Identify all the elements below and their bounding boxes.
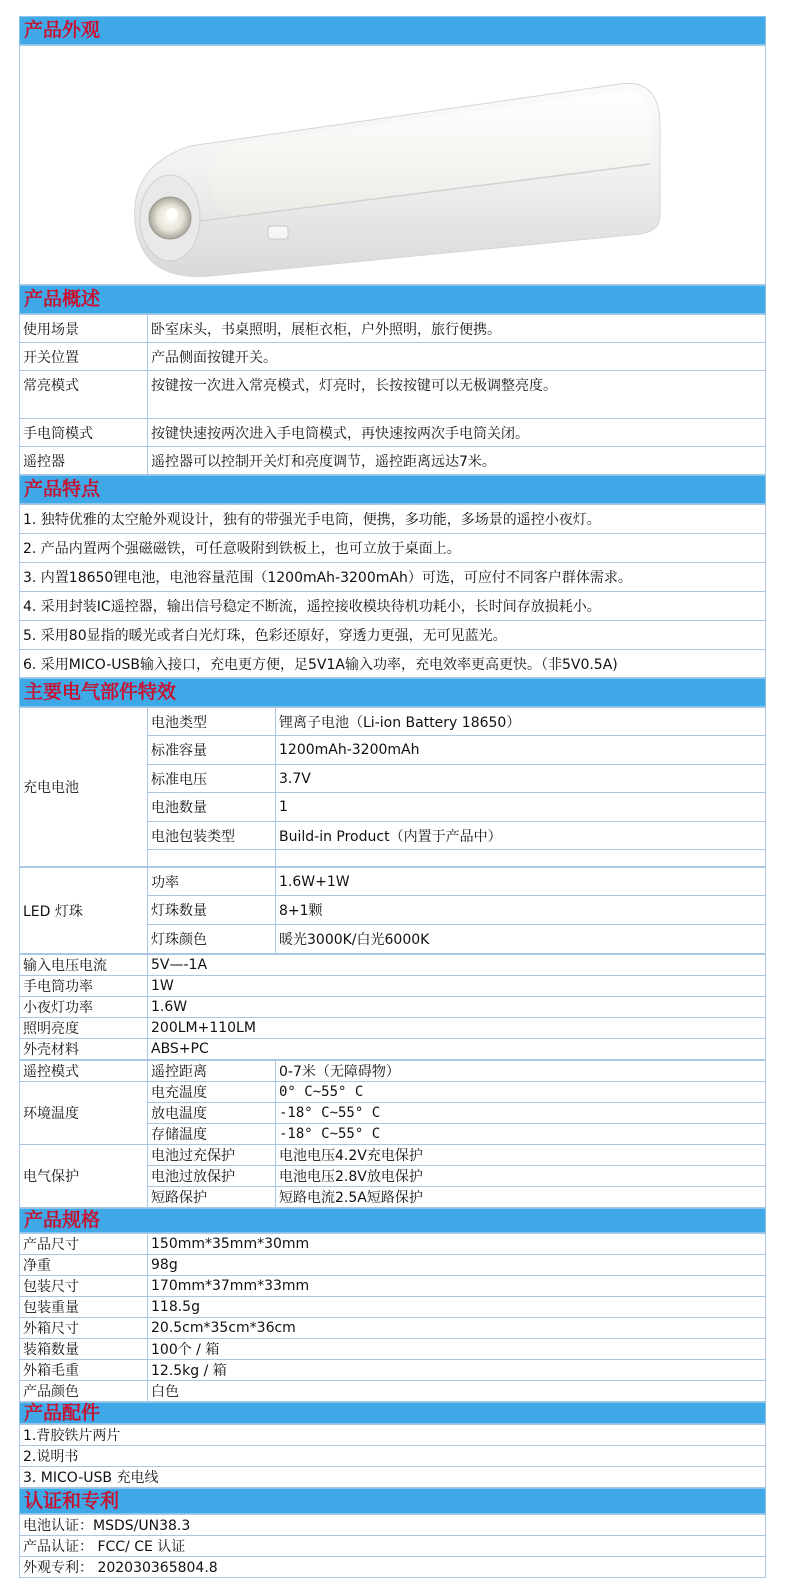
spec-key: 标准电压 <box>148 765 276 793</box>
protect-label: 电气保护 <box>20 1145 148 1208</box>
table-row <box>20 343 766 371</box>
spec-key: 装箱数量 <box>20 1339 148 1360</box>
feature-item: 3. 内置18650锂电池，电池容量范围（1200mAh-3200mAh）可选，可应付不同客户群体需求。 <box>20 563 766 592</box>
table-row <box>20 1425 766 1446</box>
overview-value: 按键按一次进入常亮模式，灯亮时，长按按键可以无极调整亮度。 <box>148 371 766 419</box>
temp-label: 环境温度 <box>20 1082 148 1145</box>
certification-table <box>19 1514 766 1578</box>
spec-value: Build-in Product（内置于产品中） <box>276 822 766 850</box>
spec-key: 遥控距离 <box>148 1061 276 1082</box>
spec-value: 1.6W <box>148 997 766 1018</box>
table-row <box>20 534 766 563</box>
spec-key: 短路保护 <box>148 1187 276 1208</box>
led-label: LED 灯珠 <box>20 868 148 954</box>
spec-key: 产品尺寸 <box>20 1234 148 1255</box>
spec-key: 手电筒功率 <box>20 976 148 997</box>
table-row <box>20 650 766 678</box>
accessory-item: 1.背胶铁片两片 <box>20 1425 766 1446</box>
spec-key: 净重 <box>20 1255 148 1276</box>
table-row <box>20 419 766 447</box>
spec-value: 电池电压4.2V充电保护 <box>276 1145 766 1166</box>
table-row <box>20 1018 766 1039</box>
table-row <box>20 447 766 475</box>
spec-key: 产品颜色 <box>20 1381 148 1402</box>
spacer-cell <box>276 850 766 867</box>
feature-item: 4. 采用封装IC遥控器，输出信号稳定不断流，遥控接收模块待机功耗小，长时间存放损耗小。 <box>20 592 766 621</box>
table-row <box>20 505 766 534</box>
features-table <box>19 504 766 678</box>
spec-key: 灯珠数量 <box>148 896 276 925</box>
spec-key: 灯珠颜色 <box>148 925 276 954</box>
section-overview-title: 产品概述 <box>19 285 766 314</box>
table-row <box>20 1234 766 1255</box>
section-specs-title: 产品规格 <box>19 1208 766 1233</box>
section-features-title: 产品特点 <box>19 475 766 504</box>
table-row <box>20 1318 766 1339</box>
battery-label: 充电电池 <box>20 708 148 867</box>
cert-item: 外观专利： 202030365804.8 <box>20 1557 766 1578</box>
accessory-item: 3. MICO-USB 充电线 <box>20 1467 766 1488</box>
table-row <box>20 1297 766 1318</box>
electrical-detail-table <box>19 1060 766 1208</box>
spec-value: 短路电流2.5A短路保护 <box>276 1187 766 1208</box>
spec-key: 电池类型 <box>148 708 276 736</box>
spec-value: 5V—-1A <box>148 955 766 976</box>
spec-value: 12.5kg / 箱 <box>148 1360 766 1381</box>
spec-key: 输入电压电流 <box>20 955 148 976</box>
table-row <box>20 1339 766 1360</box>
accessories-table <box>19 1424 766 1488</box>
overview-table <box>19 314 766 475</box>
spec-value: 1W <box>148 976 766 997</box>
table-row <box>20 1381 766 1402</box>
overview-key: 常亮模式 <box>20 371 148 419</box>
electrical-simple-table <box>19 954 766 1060</box>
spec-value: 白色 <box>148 1381 766 1402</box>
spec-key: 标准容量 <box>148 736 276 765</box>
overview-value: 按键快速按两次进入手电筒模式，再快速按两次手电筒关闭。 <box>148 419 766 447</box>
spec-key: 外箱毛重 <box>20 1360 148 1381</box>
table-row <box>20 1360 766 1381</box>
overview-key: 手电筒模式 <box>20 419 148 447</box>
spec-value: 0° C~55° C <box>276 1082 766 1103</box>
section-accessories-title: 产品配件 <box>19 1402 766 1424</box>
table-row <box>20 955 766 976</box>
spec-value: 1200mAh-3200mAh <box>276 736 766 765</box>
spec-value: 200LM+110LM <box>148 1018 766 1039</box>
spec-key: 电池包装类型 <box>148 822 276 850</box>
section-appearance-title: 产品外观 <box>19 16 766 45</box>
table-row <box>20 621 766 650</box>
spec-value: 98g <box>148 1255 766 1276</box>
spec-value: 100个 / 箱 <box>148 1339 766 1360</box>
spec-key: 电充温度 <box>148 1082 276 1103</box>
overview-value: 卧室床头，书桌照明，展柜衣柜，户外照明，旅行便携。 <box>148 315 766 343</box>
table-row <box>20 315 766 343</box>
overview-value: 产品侧面按键开关。 <box>148 343 766 371</box>
spec-key: 电池过放保护 <box>148 1166 276 1187</box>
spec-key: 放电温度 <box>148 1103 276 1124</box>
overview-key: 开关位置 <box>20 343 148 371</box>
feature-item: 5. 采用80显指的暖光或者白光灯珠，色彩还原好，穿透力更强，无可见蓝光。 <box>20 621 766 650</box>
cert-item: 产品认证： FCC/ CE 认证 <box>20 1536 766 1557</box>
spec-key: 功率 <box>148 868 276 896</box>
spec-value: -18° C~55° C <box>276 1124 766 1145</box>
spec-value: 20.5cm*35cm*36cm <box>148 1318 766 1339</box>
table-row <box>20 371 766 419</box>
spec-value: 118.5g <box>148 1297 766 1318</box>
product-image <box>19 45 766 285</box>
spec-value: 锂离子电池（Li-ion Battery 18650） <box>276 708 766 736</box>
battery-table <box>19 707 766 867</box>
table-row <box>20 1039 766 1060</box>
table-row <box>20 1536 766 1557</box>
spec-value: 电池电压2.8V放电保护 <box>276 1166 766 1187</box>
table-row <box>20 592 766 621</box>
spec-key: 小夜灯功率 <box>20 997 148 1018</box>
section-certification-title: 认证和专利 <box>19 1488 766 1514</box>
spec-value: 暖光3000K/白光6000K <box>276 925 766 954</box>
spec-value: 1.6W+1W <box>276 868 766 896</box>
feature-item: 6. 采用MICO-USB输入接口，充电更方便，足5V1A输入功率，充电效率更高更快。（非5V0.5A) <box>20 650 766 678</box>
specs-table <box>19 1233 766 1402</box>
table-row <box>20 1276 766 1297</box>
spec-key: 存储温度 <box>148 1124 276 1145</box>
overview-key: 使用场景 <box>20 315 148 343</box>
table-row <box>20 563 766 592</box>
table-row <box>20 997 766 1018</box>
table-row <box>20 1255 766 1276</box>
remote-label: 遥控模式 <box>20 1061 148 1082</box>
spec-key: 照明亮度 <box>20 1018 148 1039</box>
spec-value: 3.7V <box>276 765 766 793</box>
spec-key: 外壳材料 <box>20 1039 148 1060</box>
cert-item: 电池认证：MSDS/UN38.3 <box>20 1515 766 1536</box>
table-row <box>20 1446 766 1467</box>
feature-item: 2. 产品内置两个强磁磁铁，可任意吸附到铁板上，也可立放于桌面上。 <box>20 534 766 563</box>
spacer-cell <box>148 850 276 867</box>
table-row <box>20 976 766 997</box>
spec-key: 电池过充保护 <box>148 1145 276 1166</box>
table-row <box>20 1515 766 1536</box>
table-row <box>20 1467 766 1488</box>
spec-value: ABS+PC <box>148 1039 766 1060</box>
accessory-item: 2.说明书 <box>20 1446 766 1467</box>
feature-item: 1. 独特优雅的太空舱外观设计，独有的带强光手电筒，便携，多功能，多场景的遥控小夜灯。 <box>20 505 766 534</box>
spec-value: 170mm*37mm*33mm <box>148 1276 766 1297</box>
spec-value: 0-7米（无障碍物） <box>276 1061 766 1082</box>
spec-value: 8+1颗 <box>276 896 766 925</box>
led-table <box>19 867 766 954</box>
spec-value: -18° C~55° C <box>276 1103 766 1124</box>
spec-key: 包装重量 <box>20 1297 148 1318</box>
spec-value: 1 <box>276 793 766 822</box>
spec-key: 外箱尺寸 <box>20 1318 148 1339</box>
spec-value: 150mm*35mm*30mm <box>148 1234 766 1255</box>
spec-key: 电池数量 <box>148 793 276 822</box>
overview-key: 遥控器 <box>20 447 148 475</box>
overview-value: 遥控器可以控制开关灯和亮度调节，遥控距离远达7米。 <box>148 447 766 475</box>
section-electrical-title: 主要电气部件特效 <box>19 678 766 707</box>
spec-key: 包装尺寸 <box>20 1276 148 1297</box>
night-light-illustration <box>20 46 765 284</box>
table-row <box>20 1557 766 1578</box>
